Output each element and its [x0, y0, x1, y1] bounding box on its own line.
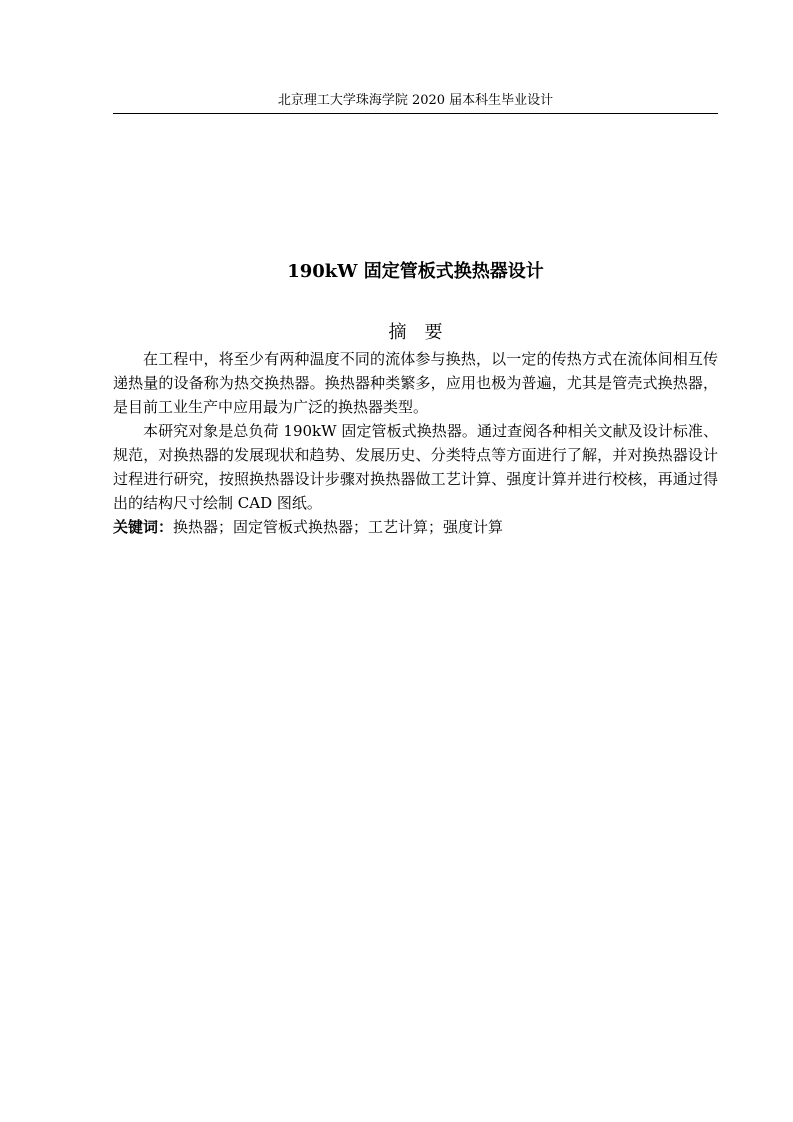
abstract-paragraph-2: 本研究对象是总负荷 190kW 固定管板式换热器。通过查阅各种相关文献及设计标准、规范，对换热器的发展现状和趋势、发展历史、分类特点等方面进行了解，并对换热器设计过程进行研究，按照换热器设计步骤对换热器做工艺计算、强度计算并进行校核，再通过得出的结构尺寸绘制 CAD 图纸。	[113, 422, 718, 512]
abstract-body	[113, 347, 718, 539]
keywords-text: 换热器；固定管板式换热器；工艺计算；强度计算	[173, 518, 504, 536]
abstract-heading: 摘要	[388, 322, 461, 343]
header-rule	[113, 113, 718, 114]
page-header: 北京理工大学珠海学院 2020 届本科生毕业设计	[277, 93, 554, 108]
keywords-label: 关键词：	[113, 518, 174, 536]
keywords-line	[113, 515, 718, 539]
abstract-paragraph-1: 在工程中，将至少有两种温度不同的流体参与换热，以一定的传热方式在流体间相互传递热量的设备称为热交换热器。换热器种类繁多，应用也极为普遍，尤其是管壳式换热器，是目前工业生产中应用最为广泛的换热器类型。	[113, 350, 718, 416]
thesis-title: 190kW 固定管板式换热器设计	[287, 261, 544, 282]
